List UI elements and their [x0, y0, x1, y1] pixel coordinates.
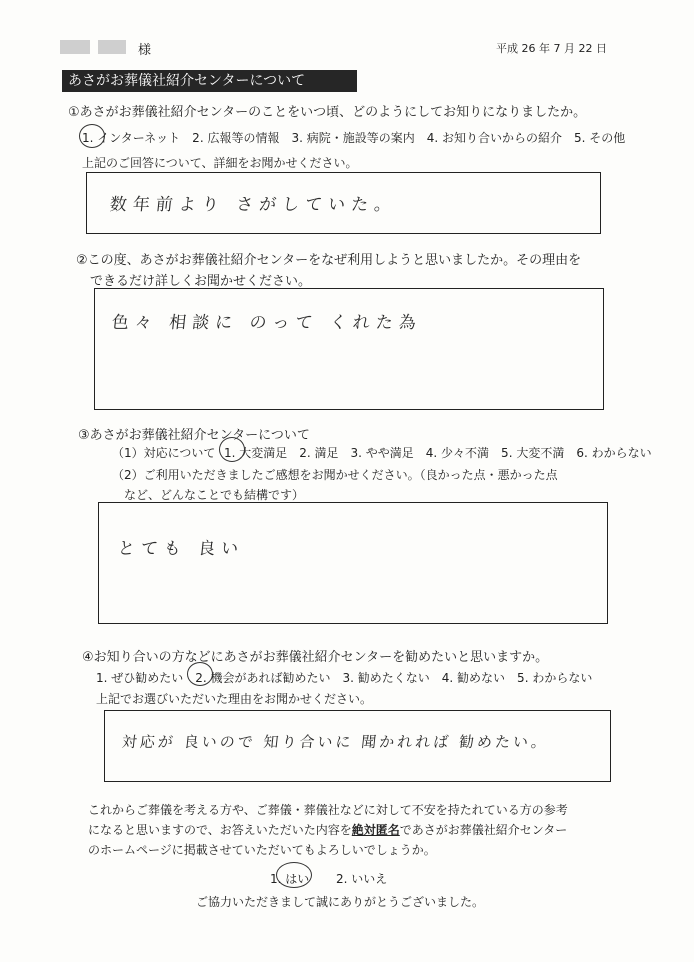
redacted-name — [60, 40, 90, 54]
q3-question: ③あさがお葬儀社紹介センターについて — [78, 428, 310, 443]
closing-line1: これからご葬儀を考える方や、ご葬儀・葬儀社などに対して不安を持たれている方の参考 — [88, 803, 568, 817]
q2-answer-box — [94, 288, 604, 410]
q3-answer-box — [98, 502, 608, 624]
q1-question: ①あさがお葬儀社紹介センターのことをいつ頃、どのようにしてお知りになりましたか。 — [68, 105, 587, 120]
q3-selected-circle — [219, 437, 245, 462]
anonymous-emphasis: 絶対匿名 — [351, 823, 400, 837]
q3-sub2-line1: （2）ご利用いただきましたご感想をお聞かせください。（良かった点・悪かった点 — [112, 468, 558, 482]
q3-sub2-line2: など、どんなことでも結構です） — [124, 488, 305, 502]
q4-answer-text: 対応が 良いので 知り合いに 聞かれれば 勧めたい。 — [121, 733, 550, 751]
consent-yes: 1. はい — [270, 872, 310, 886]
closing-line3: のホームページに掲載させていただいてもよろしいでしょうか。 — [88, 843, 436, 857]
q3-sub1-options: 1. 大変満足 2. 満足 3. やや満足 4. 少々不満 5. 大変不満 6. わからない — [224, 446, 652, 460]
q1-options: 1. インターネット 2. 広報等の情報 3. 病院・施設等の案内 4. お知り合いからの紹介 5. その他 — [82, 131, 626, 145]
consent-selected-circle — [276, 862, 312, 888]
closing-line2 — [88, 821, 567, 838]
q4-question: ④お知り合いの方などにあさがお葬儀社紹介センターを勧めたいと思いますか。 — [82, 650, 549, 665]
consent-no: 2. いいえ — [336, 872, 388, 886]
redacted-name — [98, 40, 126, 54]
closing-line2-rest: であさがお葬儀社紹介センター — [399, 823, 568, 837]
q4-options: 1. ぜひ勧めたい 2. 機会があれば勧めたい 3. 勧めたくない 4. 勧めない 5. わからない — [96, 671, 593, 685]
q2-question-line2: できるだけ詳しくお聞かせください。 — [90, 274, 312, 289]
thanks-message: ご協力いただきまして誠にありがとうございました。 — [196, 895, 485, 909]
q3-sub1-label: （1）対応について — [112, 446, 216, 460]
q1-prompt: 上記のご回答について、詳細をお聞かせください。 — [82, 156, 358, 170]
q2-question-line1: ②この度、あさがお葬儀社紹介センターをなぜ利用しようと思いましたか。その理由を — [76, 253, 582, 268]
q1-answer-text: 数年前より さがしていた。 — [108, 195, 399, 215]
q4-prompt: 上記でお選びいただいた理由をお聞かせください。 — [96, 692, 373, 706]
closing-line2-text: になると思いますので、お答えいただいた内容を — [88, 823, 352, 837]
section-banner: あさがお葬儀社紹介センターについて — [62, 70, 357, 92]
q4-selected-circle — [187, 662, 213, 686]
q2-answer-text: 色々 相談に のって くれた為 — [110, 313, 423, 333]
name-suffix: 様 — [138, 43, 152, 58]
q3-answer-text: とても 良い — [116, 539, 246, 559]
q1-selected-circle — [79, 124, 105, 148]
date: 平成 26 年 7 月 22 日 — [496, 42, 607, 55]
